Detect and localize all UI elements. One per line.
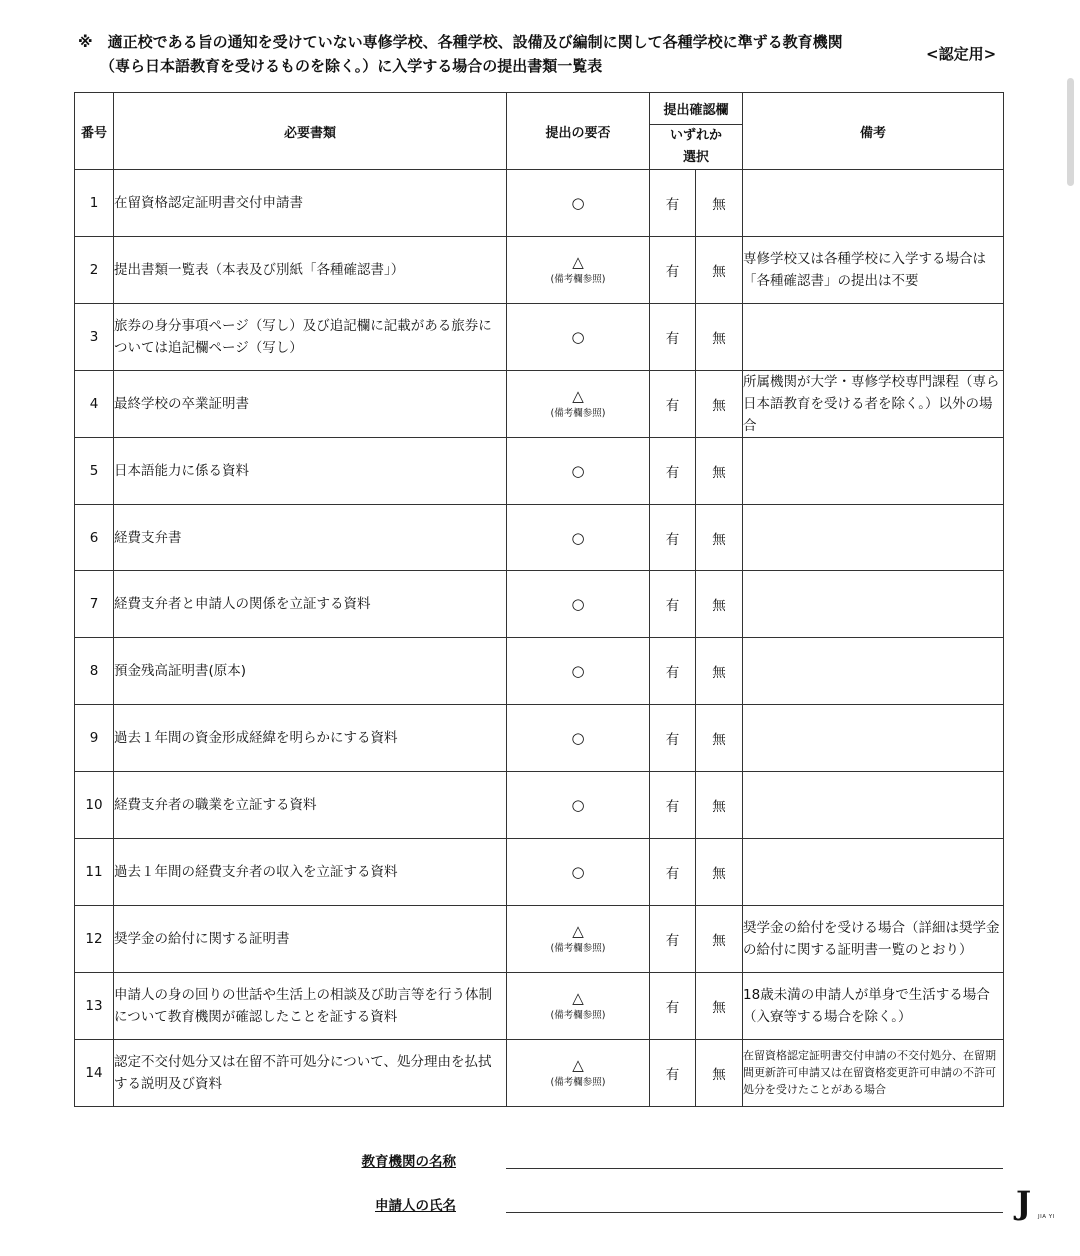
check-yes[interactable]: 有 — [650, 236, 696, 303]
row-document-line-1: 過去１年間の資金形成経緯を明らかにする資料 — [114, 730, 398, 747]
row-document — [114, 303, 507, 370]
row-document — [114, 1039, 507, 1106]
row-number: 2 — [75, 236, 114, 303]
row-document-line-2: ついては追記欄ページ（写し） — [114, 339, 303, 356]
row-remark — [743, 839, 1004, 906]
requirement-mark: ○ — [571, 862, 585, 881]
row-document — [114, 839, 507, 906]
check-yes[interactable]: 有 — [650, 370, 696, 437]
row-document-line-2: について教育機関が確認したことを証する資料 — [114, 1008, 398, 1025]
table-row — [75, 839, 1004, 906]
row-document — [114, 504, 507, 571]
title-line-1: ※ 適正校である旨の通知を受けていない専修学校、各種学校、設備及び編制に関して各種学校に準ずる教育機関 — [78, 33, 843, 51]
row-document-line-1: 過去１年間の経費支弁者の収入を立証する資料 — [114, 863, 398, 880]
row-number: 1 — [75, 170, 114, 237]
row-document-line-1: 奨学金の給付に関する証明書 — [114, 930, 290, 947]
check-yes[interactable]: 有 — [650, 504, 696, 571]
row-document-line-1: 経費支弁者と申請人の関係を立証する資料 — [114, 596, 371, 613]
check-yes[interactable]: 有 — [650, 437, 696, 504]
requirement-mark: ○ — [571, 327, 585, 346]
requirement-mark: ○ — [571, 528, 585, 547]
table-row — [75, 1039, 1004, 1106]
check-no[interactable]: 無 — [696, 571, 743, 638]
check-yes[interactable]: 有 — [650, 1039, 696, 1106]
row-number: 14 — [75, 1039, 114, 1106]
logo-letter: J — [1016, 1184, 1032, 1222]
header-remarks: 備考 — [743, 93, 1004, 170]
row-document-line-1: 最終学校の卒業証明書 — [114, 395, 249, 412]
table-row — [75, 705, 1004, 772]
table-row — [75, 370, 1004, 437]
requirement-mark: ○ — [571, 796, 585, 815]
row-number: 4 — [75, 370, 114, 437]
header-check-group: 提出確認欄 — [650, 93, 743, 125]
check-no[interactable]: 無 — [696, 170, 743, 237]
row-document — [114, 638, 507, 705]
row-document-line-1: 提出書類一覧表（本表及び別紙「各種確認書」） — [114, 261, 405, 278]
requirement-mark: △ — [572, 386, 584, 405]
institution-name-field[interactable] — [506, 1168, 1003, 1169]
table-row — [75, 905, 1004, 972]
row-requirement — [507, 972, 650, 1039]
check-yes[interactable]: 有 — [650, 705, 696, 772]
check-yes[interactable]: 有 — [650, 839, 696, 906]
row-remark — [743, 170, 1004, 237]
applicant-name-field[interactable] — [506, 1212, 1003, 1213]
check-yes[interactable]: 有 — [650, 905, 696, 972]
requirement-mark: ○ — [571, 193, 585, 212]
institution-name-row — [0, 1150, 1080, 1180]
table-body — [75, 170, 1004, 1107]
table-row — [75, 571, 1004, 638]
row-number: 3 — [75, 303, 114, 370]
requirement-mark: ○ — [571, 461, 585, 480]
requirement-note: (備考欄参照) — [550, 1009, 606, 1021]
table-row — [75, 437, 1004, 504]
row-requirement — [507, 772, 650, 839]
table-row — [75, 772, 1004, 839]
row-number: 10 — [75, 772, 114, 839]
row-document-line-1: 日本語能力に係る資料 — [114, 462, 249, 479]
row-remark: 専修学校又は各種学校に入学する場合は「各種確認書」の提出は不要 — [743, 236, 1004, 303]
row-number: 12 — [75, 905, 114, 972]
row-requirement — [507, 571, 650, 638]
table-row — [75, 638, 1004, 705]
row-remark — [743, 638, 1004, 705]
row-requirement — [507, 705, 650, 772]
document-title — [78, 30, 898, 78]
requirement-mark: ○ — [571, 729, 585, 748]
row-requirement — [507, 905, 650, 972]
requirement-mark: △ — [572, 252, 584, 271]
check-yes[interactable]: 有 — [650, 972, 696, 1039]
row-document-line-1: 在留資格認定証明書交付申請書 — [114, 194, 303, 211]
row-number: 6 — [75, 504, 114, 571]
row-requirement — [507, 170, 650, 237]
row-requirement — [507, 236, 650, 303]
check-yes[interactable]: 有 — [650, 170, 696, 237]
row-document-line-1: 預金残高証明書(原本) — [114, 663, 247, 680]
check-no[interactable]: 無 — [696, 437, 743, 504]
check-no[interactable]: 無 — [696, 772, 743, 839]
row-document — [114, 236, 507, 303]
check-no[interactable]: 無 — [696, 839, 743, 906]
requirement-note: (備考欄参照) — [550, 1076, 606, 1088]
jiayi-logo — [1016, 1186, 1064, 1226]
check-no[interactable]: 無 — [696, 705, 743, 772]
requirement-mark: △ — [572, 988, 584, 1007]
row-remark: 18歳未満の申請人が単身で生活する場合（入寮等する場合を除く。） — [743, 972, 1004, 1039]
row-document — [114, 772, 507, 839]
check-no[interactable]: 無 — [696, 1039, 743, 1106]
row-document-line-1: 経費支弁者の職業を立証する資料 — [114, 797, 317, 814]
header-requirement: 提出の要否 — [507, 93, 650, 170]
row-document — [114, 571, 507, 638]
row-document — [114, 705, 507, 772]
check-no[interactable]: 無 — [696, 905, 743, 972]
table-row — [75, 303, 1004, 370]
row-number: 13 — [75, 972, 114, 1039]
row-requirement — [507, 303, 650, 370]
applicant-name-label: 申請人の氏名 — [375, 1198, 456, 1214]
requirement-mark: ○ — [571, 595, 585, 614]
row-requirement — [507, 437, 650, 504]
row-remark: 所属機関が大学・専修学校専門課程（専ら日本語教育を受ける者を除く。）以外の場合 — [743, 370, 1004, 437]
header-check-sub — [650, 125, 743, 170]
row-document — [114, 370, 507, 437]
row-document — [114, 905, 507, 972]
check-yes[interactable]: 有 — [650, 638, 696, 705]
row-number: 11 — [75, 839, 114, 906]
row-document-line-2: する説明及び資料 — [114, 1075, 222, 1092]
row-remark — [743, 504, 1004, 571]
row-document-line-1: 経費支弁書 — [114, 529, 182, 546]
requirement-note: (備考欄参照) — [550, 942, 606, 954]
check-no[interactable]: 無 — [696, 638, 743, 705]
row-requirement — [507, 638, 650, 705]
row-remark — [743, 705, 1004, 772]
table-row — [75, 236, 1004, 303]
row-number: 5 — [75, 437, 114, 504]
check-yes[interactable]: 有 — [650, 772, 696, 839]
check-yes[interactable]: 有 — [650, 571, 696, 638]
scrollbar-thumb[interactable] — [1067, 78, 1074, 186]
row-document-line-1: 旅券の身分事項ページ（写し）及び追記欄に記載がある旅券に — [114, 317, 492, 334]
header-number: 番号 — [75, 93, 114, 170]
applicant-name-row — [0, 1194, 1080, 1224]
certification-tag: <認定用> — [926, 45, 997, 63]
row-number: 7 — [75, 571, 114, 638]
logo-text: JIA YI — [1038, 1214, 1055, 1220]
check-no[interactable]: 無 — [696, 972, 743, 1039]
row-remark: 在留資格認定証明書交付申請の不交付処分、在留期間更新許可申請又は在留資格変更許可申請の不許可処分を受けたことがある場合 — [743, 1039, 1004, 1106]
row-number: 8 — [75, 638, 114, 705]
requirement-note: (備考欄参照) — [550, 407, 606, 419]
row-remark — [743, 303, 1004, 370]
check-no[interactable]: 無 — [696, 236, 743, 303]
header-check-sub-1: いずれか — [670, 128, 723, 143]
requirement-note: (備考欄参照) — [550, 273, 606, 285]
check-no[interactable]: 無 — [696, 370, 743, 437]
row-document-line-1: 認定不交付処分又は在留不許可処分について、処分理由を払拭 — [114, 1053, 492, 1070]
header-document: 必要書類 — [114, 93, 507, 170]
row-remark — [743, 772, 1004, 839]
requirement-mark: △ — [572, 1055, 584, 1074]
check-no[interactable]: 無 — [696, 504, 743, 571]
row-document — [114, 972, 507, 1039]
row-document — [114, 437, 507, 504]
row-document-line-1: 申請人の身の回りの世話や生活上の相談及び助言等を行う体制 — [114, 986, 492, 1003]
row-remark — [743, 437, 1004, 504]
table-row — [75, 170, 1004, 237]
institution-name-label: 教育機関の名称 — [361, 1154, 456, 1170]
row-requirement — [507, 370, 650, 437]
table-row — [75, 972, 1004, 1039]
row-remark: 奨学金の給付を受ける場合（詳細は奨学金の給付に関する証明書一覧のとおり） — [743, 905, 1004, 972]
requirement-mark: △ — [572, 921, 584, 940]
required-documents-table — [74, 92, 1004, 1107]
title-line-2: （専ら日本語教育を受けるものを除く。）に入学する場合の提出書類一覧表 — [100, 57, 603, 75]
row-number: 9 — [75, 705, 114, 772]
row-requirement — [507, 504, 650, 571]
requirement-mark: ○ — [571, 662, 585, 681]
row-remark — [743, 571, 1004, 638]
row-document — [114, 170, 507, 237]
row-requirement — [507, 839, 650, 906]
check-yes[interactable]: 有 — [650, 303, 696, 370]
table-row — [75, 504, 1004, 571]
row-requirement — [507, 1039, 650, 1106]
check-no[interactable]: 無 — [696, 303, 743, 370]
header-check-sub-2: 選択 — [683, 150, 710, 165]
